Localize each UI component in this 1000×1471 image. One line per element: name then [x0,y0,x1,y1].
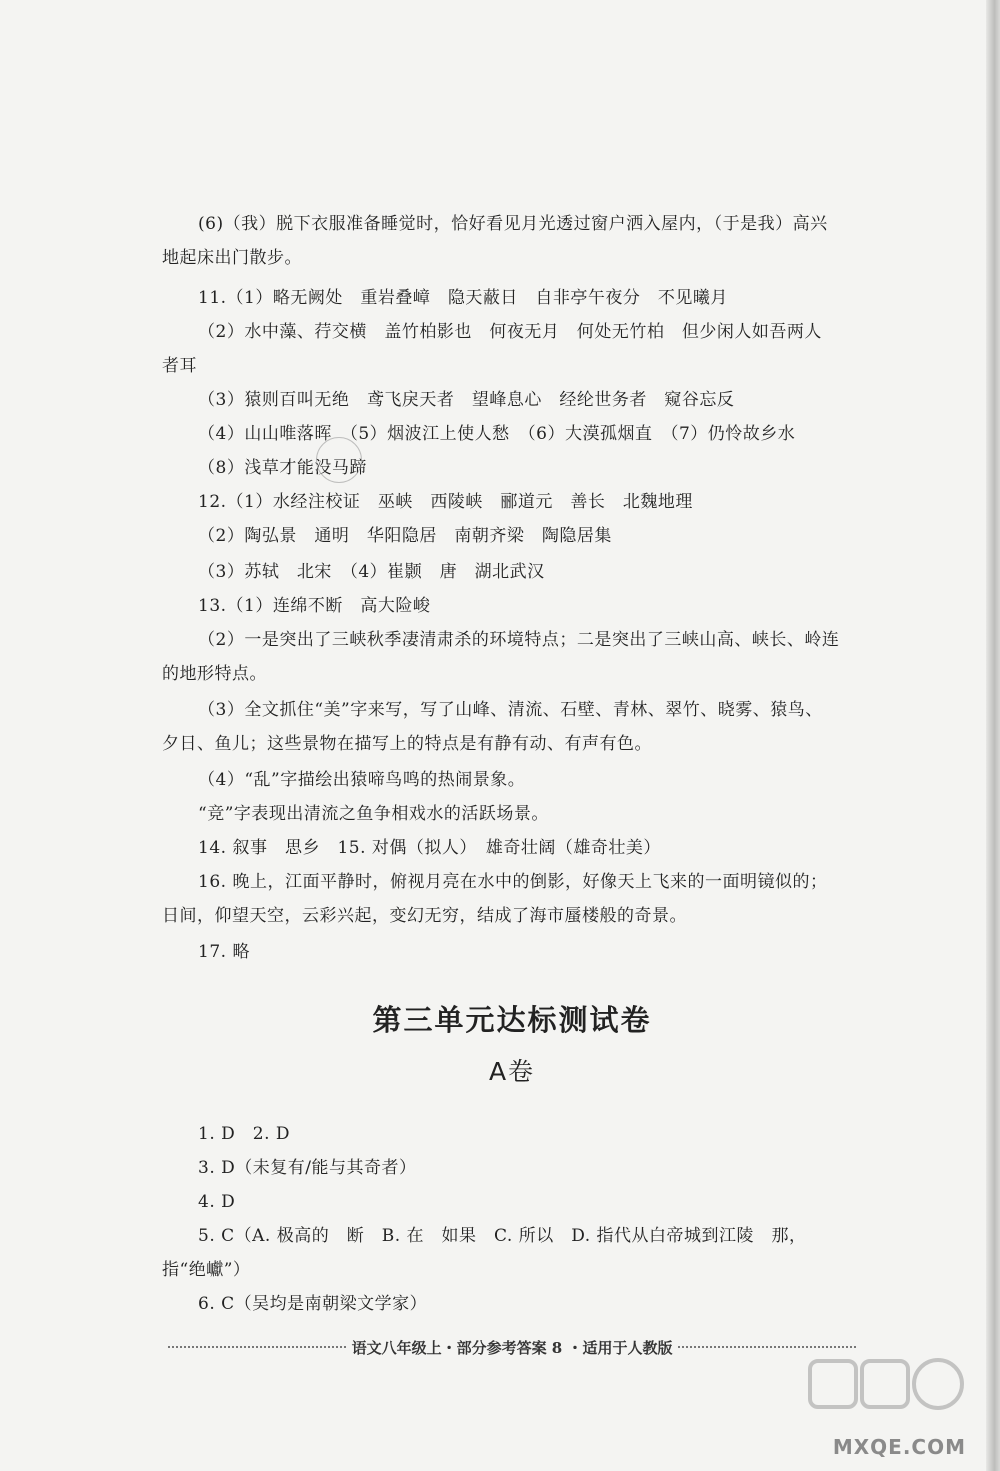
text-line: 14. 叙事 思乡 15. 对偶（拟人） 雄奇壮阔（雄奇壮美） [198,838,661,858]
text-line: （3）苏轼 北宋 （4）崔颢 唐 湖北武汉 [198,562,545,582]
answer-line: 1. D 2. D [198,1124,291,1144]
text-line: 11.（1）略无阙处 重岩叠嶂 隐天蔽日 自非亭午夜分 不见曦月 [198,288,728,308]
text-line: （4）山山唯落晖 （5）烟波江上使人愁 （6）大漠孤烟直 （7）仍怜故乡水 [198,424,796,444]
watermark-text: MXQE.COM [832,1435,966,1459]
text-line: 16. 晚上，江面平静时，俯视月亮在水中的倒影，好像天上飞来的一面明镜似的； [198,872,828,892]
text-line: （2）水中藻、荇交横 盖竹柏影也 何夜无月 何处无竹柏 但少闲人如吾两人 [198,322,822,342]
answer-line: 3. D（未复有/能与其奇者） [198,1158,417,1178]
text-line: （8）浅草才能没马蹄 [198,458,367,478]
text-line: 者耳 [162,356,197,376]
page-footer [162,1336,862,1358]
section-title: 第三单元达标测试卷 [372,1003,652,1037]
footer-dotted-rule-right [678,1346,856,1348]
text-line: 的地形特点。 [162,664,267,684]
text-line: 17. 略 [198,942,250,962]
text-line: (6)（我）脱下衣服准备睡觉时，恰好看见月光透过窗户洒入屋内，（于是我）高兴 [198,214,828,234]
text-line: （2）陶弘景 通明 华阳隐居 南朝齐梁 陶隐居集 [198,526,612,546]
text-line: （2）一是突出了三峡秋季凄清肃杀的环境特点；二是突出了三峡山高、峡长、岭连 [198,630,840,650]
text-line: 日间，仰望天空，云彩兴起，变幻无穷，结成了海市蜃楼般的奇景。 [162,906,687,926]
text-line: 夕日、鱼儿；这些景物在描写上的特点是有静有动、有声有色。 [162,734,652,754]
text-line: “竞”字表现出清流之鱼争相戏水的活跃场景。 [198,804,549,824]
answer-line: 4. D [198,1192,236,1212]
section-subtitle: A卷 [488,1057,536,1086]
answer-line: 5. C（A. 极高的 断 B. 在 如果 C. 所以 D. 指代从白帝城到江陵 那， [198,1226,807,1246]
text-line: （3）猿则百叫无绝 鸢飞戾天者 望峰息心 经纶世务者 窥谷忘反 [198,390,735,410]
answer-line: 6. C（吴均是南朝梁文学家） [198,1294,428,1314]
text-line: 13.（1）连绵不断 高大险峻 [198,596,431,616]
footer-dotted-rule-left [168,1346,346,1348]
faint-stamp-mark [316,437,362,483]
text-line: （4）“乱”字描绘出猿啼鸟鸣的热闹景象。 [198,770,526,790]
page-edge [986,0,1000,1471]
text-line: 12.（1）水经注校证 巫峡 西陵峡 郦道元 善长 北魏地理 [198,492,693,512]
answer-line: 指“绝巘”） [162,1260,251,1280]
footer-text: 语文八年级上・部分参考答案 8 ・适用于人教版 [351,1338,673,1357]
text-line: （3）全文抓住“美”字来写，写了山峰、清流、石壁、青林、翠竹、晓雾、猿鸟、 [198,700,823,720]
text-line: 地起床出门散步。 [162,248,302,268]
